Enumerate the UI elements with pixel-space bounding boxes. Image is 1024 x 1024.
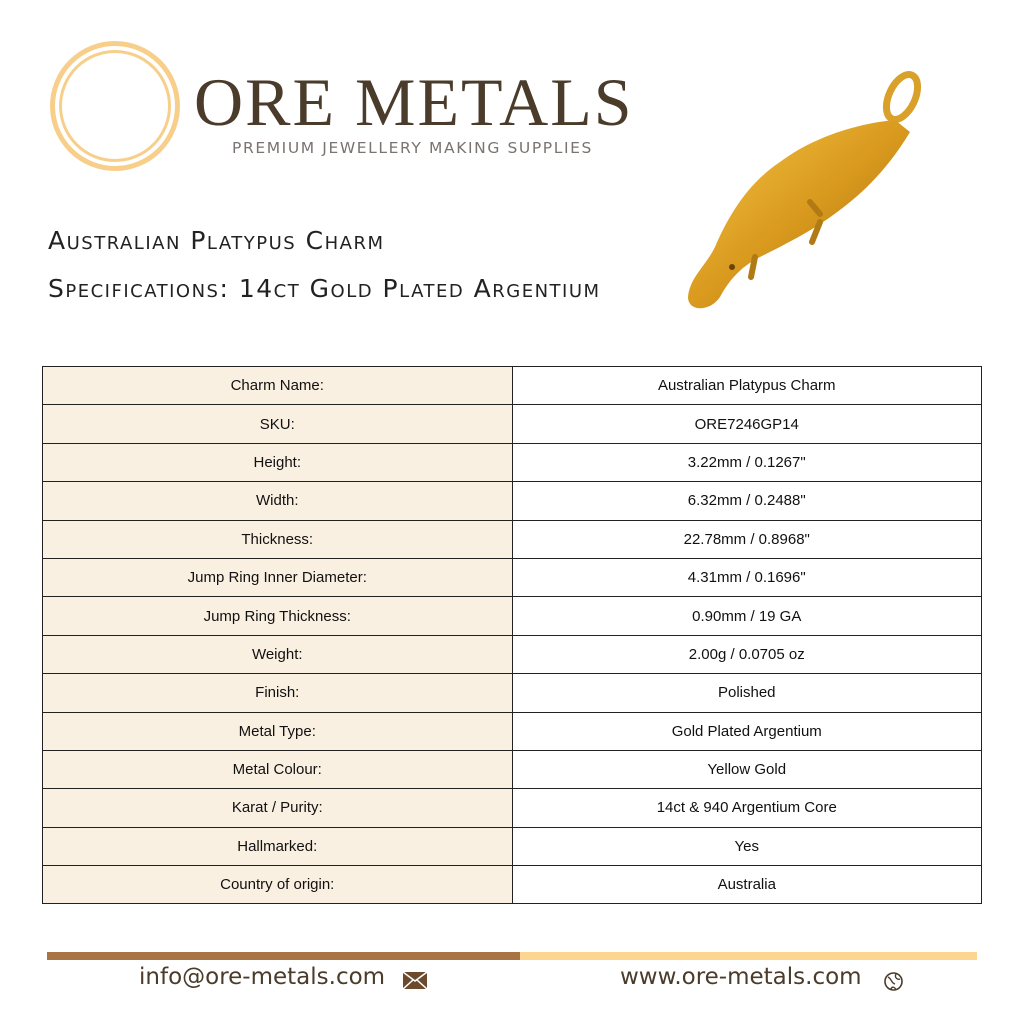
spec-row xyxy=(43,827,982,865)
spec-value: Australia xyxy=(512,866,982,904)
spec-label: Metal Type: xyxy=(43,712,513,750)
spec-value: 4.31mm / 0.1696" xyxy=(512,558,982,596)
spec-label: Hallmarked: xyxy=(43,827,513,865)
spec-row xyxy=(43,712,982,750)
spec-label: Jump Ring Thickness: xyxy=(43,597,513,635)
brand-tagline: PREMIUM JEWELLERY MAKING SUPPLIES xyxy=(232,139,593,157)
spec-value: 2.00g / 0.0705 oz xyxy=(512,635,982,673)
spec-value: Polished xyxy=(512,674,982,712)
spec-label: SKU: xyxy=(43,405,513,443)
spec-row xyxy=(43,866,982,904)
spec-label: Weight: xyxy=(43,635,513,673)
product-title: Australian Platypus Charm xyxy=(48,226,385,255)
spec-value: ORE7246GP14 xyxy=(512,405,982,443)
spec-value: 6.32mm / 0.2488" xyxy=(512,482,982,520)
spec-row xyxy=(43,674,982,712)
spec-row xyxy=(43,597,982,635)
footer-bar-left xyxy=(47,952,520,960)
platypus-charm-image xyxy=(670,62,940,322)
spec-row xyxy=(43,405,982,443)
spec-value: 0.90mm / 19 GA xyxy=(512,597,982,635)
spec-row xyxy=(43,750,982,788)
spec-value: 3.22mm / 0.1267" xyxy=(512,443,982,481)
footer-bar-right xyxy=(520,952,977,960)
spec-row xyxy=(43,482,982,520)
brand-name: ORE METALS xyxy=(194,64,634,140)
logo-inner-ring-icon xyxy=(59,50,171,162)
footer-email-link[interactable]: info@ore-metals.com xyxy=(139,964,386,990)
spec-label: Metal Colour: xyxy=(43,750,513,788)
envelope-icon xyxy=(403,972,427,989)
spec-label: Height: xyxy=(43,443,513,481)
spec-value: 14ct & 940 Argentium Core xyxy=(512,789,982,827)
spec-value: Yes xyxy=(512,827,982,865)
spec-row xyxy=(43,520,982,558)
spec-value: 22.78mm / 0.8968" xyxy=(512,520,982,558)
product-specs-heading: Specifications: 14ct Gold Plated Argentium xyxy=(48,274,601,303)
spec-label: Width: xyxy=(43,482,513,520)
spec-label: Charm Name: xyxy=(43,367,513,405)
spec-value: Gold Plated Argentium xyxy=(512,712,982,750)
spec-row xyxy=(43,635,982,673)
spec-value: Australian Platypus Charm xyxy=(512,367,982,405)
specifications-table xyxy=(42,366,982,904)
spec-label: Jump Ring Inner Diameter: xyxy=(43,558,513,596)
spec-row xyxy=(43,558,982,596)
spec-row xyxy=(43,789,982,827)
spec-row xyxy=(43,367,982,405)
spec-label: Karat / Purity: xyxy=(43,789,513,827)
spec-label: Finish: xyxy=(43,674,513,712)
spec-label: Thickness: xyxy=(43,520,513,558)
spec-label: Country of origin: xyxy=(43,866,513,904)
spec-row xyxy=(43,443,982,481)
spec-value: Yellow Gold xyxy=(512,750,982,788)
globe-icon xyxy=(883,971,904,992)
footer-website-link[interactable]: www.ore-metals.com xyxy=(620,964,862,990)
